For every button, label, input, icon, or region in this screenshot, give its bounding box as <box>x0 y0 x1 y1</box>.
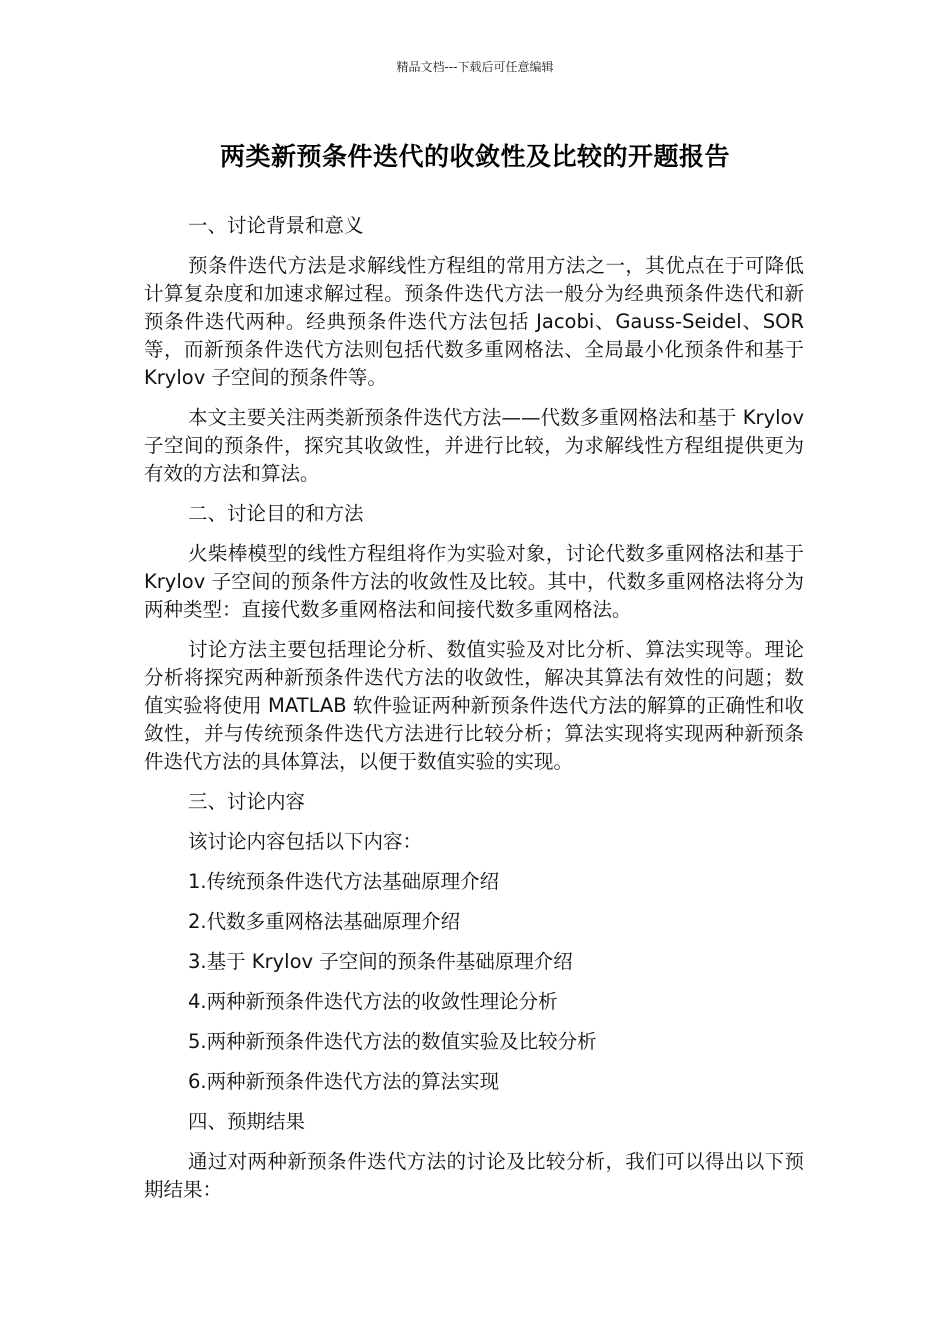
list-item: 2.代数多重网格法基础原理介绍 <box>188 910 461 933</box>
paragraph-purpose-2: 讨论方法主要包括理论分析、数值实验及对比分析、算法实现等。理论分析将探究两种新预条件迭代方法的收敛性，解决其算法有效性的问题；数值实验将使用 MATLAB 软件验证两种新预条件迭代方法的解算的正确性和收敛性，并与传统预条件迭代方法进行比较分析；算法实现将实现两种新预条件迭代方法的具体算法，以便于数值实验的实现。 <box>144 638 804 773</box>
section-heading-expected-results: 四、预期结果 <box>188 1110 306 1133</box>
header-note: 精品文档---下载后可任意编辑 <box>396 60 554 74</box>
document-body <box>144 212 804 1216</box>
list-item: 5.两种新预条件迭代方法的数值实验及比较分析 <box>188 1030 597 1053</box>
paragraph-background-2: 本文主要关注两类新预条件迭代方法——代数多重网格法和基于 Krylov 子空间的预条件，探究其收敛性，并进行比较，为求解线性方程组提供更为有效的方法和算法。 <box>144 406 804 485</box>
paragraph-purpose-1: 火柴棒模型的线性方程组将作为实验对象，讨论代数多重网格法和基于 Krylov 子空间的预条件方法的收敛性及比较。其中，代数多重网格法将分为两种类型：直接代数多重网格法和间接代数多重网格法。 <box>144 542 804 621</box>
paragraph-background-1: 预条件迭代方法是求解线性方程组的常用方法之一，其优点在于可降低计算复杂度和加速求解过程。预条件迭代方法一般分为经典预条件迭代和新预条件迭代两种。经典预条件迭代方法包括 Jacobi、Gauss-Seidel、SOR 等，而新预条件迭代方法则包括代数多重网格法、全局最小化预条件和基于 Krylov 子空间的预条件等。 <box>144 254 804 389</box>
list-item: 6.两种新预条件迭代方法的算法实现 <box>188 1070 500 1093</box>
document-title: 两类新预条件迭代的收敛性及比较的开题报告 <box>219 142 730 171</box>
section-heading-background: 一、讨论背景和意义 <box>188 214 364 237</box>
section-heading-purpose: 二、讨论目的和方法 <box>188 502 364 525</box>
paragraph-content-intro: 该讨论内容包括以下内容： <box>188 830 423 853</box>
list-item: 4.两种新预条件迭代方法的收敛性理论分析 <box>188 990 558 1013</box>
section-heading-content: 三、讨论内容 <box>188 790 306 813</box>
paragraph-expected-results: 通过对两种新预条件迭代方法的讨论及比较分析，我们可以得出以下预期结果： <box>144 1150 804 1201</box>
list-item: 3.基于 Krylov 子空间的预条件基础原理介绍 <box>188 950 573 973</box>
list-item: 1.传统预条件迭代方法基础原理介绍 <box>188 870 500 893</box>
